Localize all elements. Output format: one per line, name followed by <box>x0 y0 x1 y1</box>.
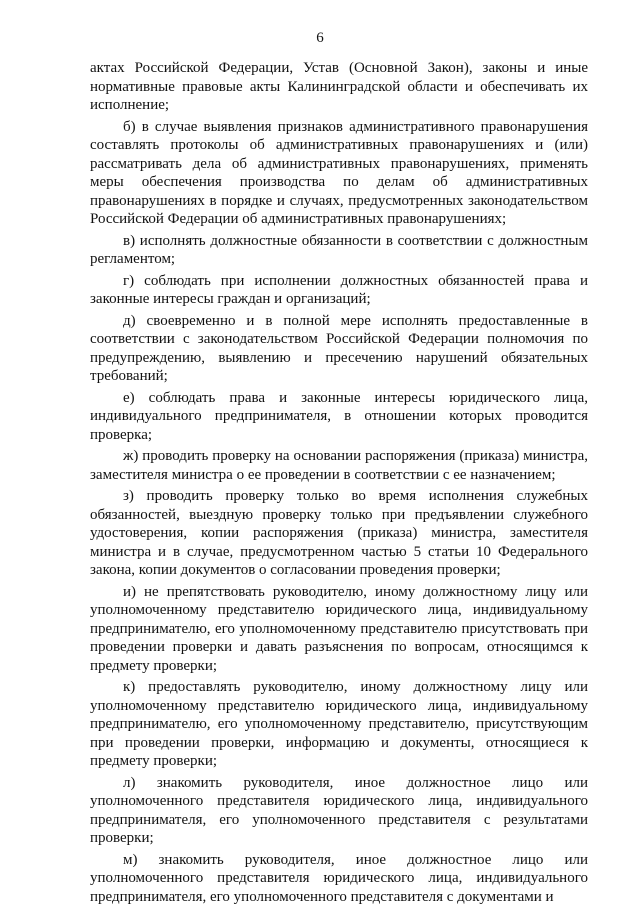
paragraph-zh: ж) проводить проверку на основании распоряжения (приказа) министра, заместителя министра о ее проведении в соответствии с ее назначением; <box>90 448 588 483</box>
page-number: 6 <box>316 30 324 46</box>
paragraph-i: и) не препятствовать руководителю, иному должностному лицу или уполномоченному представителю юридического лица, индивидуальному предпринимателю, его уполномоченному представителю присутствовать при проведении проверки и давать разъяснения по вопросам, относящимся к предмету проверки; <box>90 583 588 674</box>
paragraph-b: б) в случае выявления признаков административного правонарушения составлять протоколы об административных правонарушениях и (или) рассматривать дела об административных правонарушениях, применять меры обеспечения производства по делам об административных правонарушениях в порядке и случаях, предусмотренных законодательством Российской Федерации об административных правонарушениях; <box>90 118 588 227</box>
paragraph-e: е) соблюдать права и законные интересы юридического лица, индивидуального предпринимателя, в отношении которых проводится проверка; <box>90 389 588 443</box>
paragraph-l: л) знакомить руководителя, иное должностное лицо или уполномоченного представителя юридического лица, индивидуального предпринимателя, его уполномоченного представителя с результатами проверки; <box>90 774 588 846</box>
paragraph-v: в) исполнять должностные обязанности в соответствии с должностным регламентом; <box>90 232 588 267</box>
paragraph-d: д) своевременно и в полной мере исполнять предоставленные в соответствии с законодательством Российской Федерации полномочия по предупреждению, выявлению и пресечению нарушений обязательных требований; <box>90 312 588 384</box>
paragraph-k: к) предоставлять руководителю, иному должностному лицу или уполномоченному представителю юридического лица, индивидуальному предпринимателю, его уполномоченному представителю, присутствующим при проведении проверки, информацию и документы, относящиеся к предмету проверки; <box>90 679 588 769</box>
paragraph-g: г) соблюдать при исполнении должностных обязанностей права и законные интересы граждан и организаций; <box>90 272 588 307</box>
paragraph-m: м) знакомить руководителя, иное должностное лицо или уполномоченного представителя юридического лица, индивидуального предпринимателя, его уполномоченного представителя с документами и <box>90 851 588 905</box>
paragraph-continuation: актах Российской Федерации, Устав (Основной Закон), законы и иные нормативные правовые акты Калининградской области и обеспечивать их исполнение; <box>90 60 588 113</box>
document-body <box>90 59 588 909</box>
paragraph-z: з) проводить проверку только во время исполнения служебных обязанностей, выездную проверку только при предъявлении служебного удостоверения, копии распоряжения (приказа) министра, заместителя министра и в случае, предусмотренном частью 5 статьи 10 Федерального закона, копии документов о согласовании проведения проверки; <box>90 488 588 578</box>
